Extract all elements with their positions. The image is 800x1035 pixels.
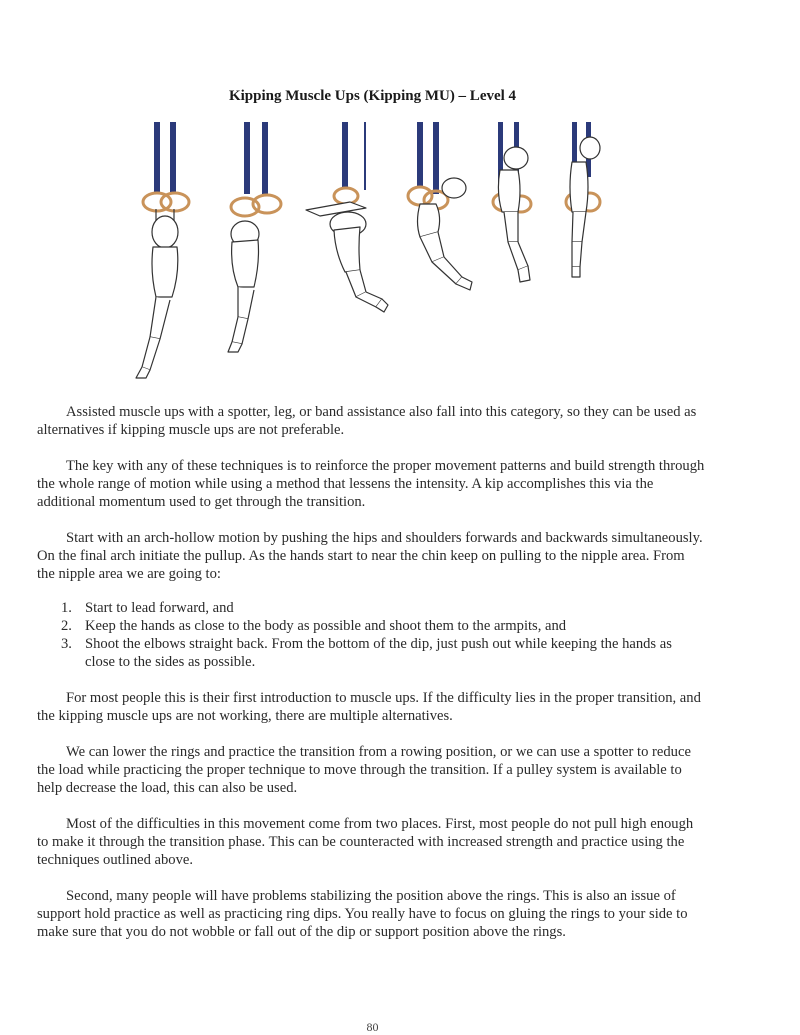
paragraph-lower-rings: We can lower the rings and practice the transition from a rowing position, or we can use a spotter to reduce the load while practicing the proper technique to move through the transition. If a pulley system is available to help decrease the load, this can also be used. — [37, 744, 691, 796]
list-item — [37, 599, 705, 617]
step-number: 1. — [61, 600, 72, 616]
step-text: Keep the hands as close to the body as possible and shoot them to the armpits, and — [85, 618, 567, 634]
page-title: Kipping Muscle Ups (Kipping MU) – Level 4 — [228, 88, 517, 104]
figure-dead-hang — [136, 122, 189, 378]
figure-transition — [493, 122, 531, 282]
paragraph-difficulties: Most of the difficulties in this movement come from two places. First, most people do not pull high enough to make it through the transition phase. This can be counteracted with increased strength and practice using the techniques outlined above. — [37, 816, 694, 868]
step-number: 3. — [61, 636, 72, 652]
paragraph-assisted-muscle-ups: Assisted muscle ups with a spotter, leg, or band assistance also fall into this category, so they can be used as alternatives if kipping muscle ups are not preferable. — [37, 404, 697, 438]
figure-support — [566, 122, 600, 277]
step-number: 2. — [61, 618, 72, 634]
list-item — [37, 635, 705, 671]
document-body — [37, 403, 705, 959]
muscle-up-sequence-illustration — [120, 112, 720, 387]
muscle-up-sequence-figures-icon — [136, 122, 600, 378]
figure-arch-pull — [306, 122, 388, 312]
figure-hollow — [228, 122, 281, 352]
figure-pullup — [408, 122, 472, 290]
paragraph-stabilizing: Second, many people will have problems stabilizing the position above the rings. This is also an issue of support hold practice as well as practicing ring dips. You really have to focus on gluing the rings to your side to make sure that you do not wobble or fall out of the dip or support position above the rings. — [37, 888, 688, 940]
paragraph-first-introduction: For most people this is their first introduction to muscle ups. If the difficulty lies in the proper transition, and the kipping muscle ups are not working, there are multiple alternatives. — [37, 690, 701, 724]
steps-list — [37, 599, 705, 671]
step-text: Shoot the elbows straight back. From the bottom of the dip, just push out while keeping the hands as close to the sides as possible. — [85, 636, 672, 670]
page-number: 80 — [366, 1020, 379, 1034]
paragraph-key-techniques: The key with any of these techniques is to reinforce the proper movement patterns and build strength through the whole range of motion while using a method that lessens the intensity. A kip accomplishes this via the additional momentum used to get through the transition. — [37, 458, 705, 510]
paragraph-arch-hollow: Start with an arch-hollow motion by pushing the hips and shoulders forwards and backwards simultaneously. On the final arch initiate the pullup. As the hands start to near the chin keep on pulling to the nipple area. From the nipple area we are going to: — [37, 530, 703, 582]
step-text: Start to lead forward, and — [85, 600, 234, 616]
list-item — [37, 617, 705, 635]
